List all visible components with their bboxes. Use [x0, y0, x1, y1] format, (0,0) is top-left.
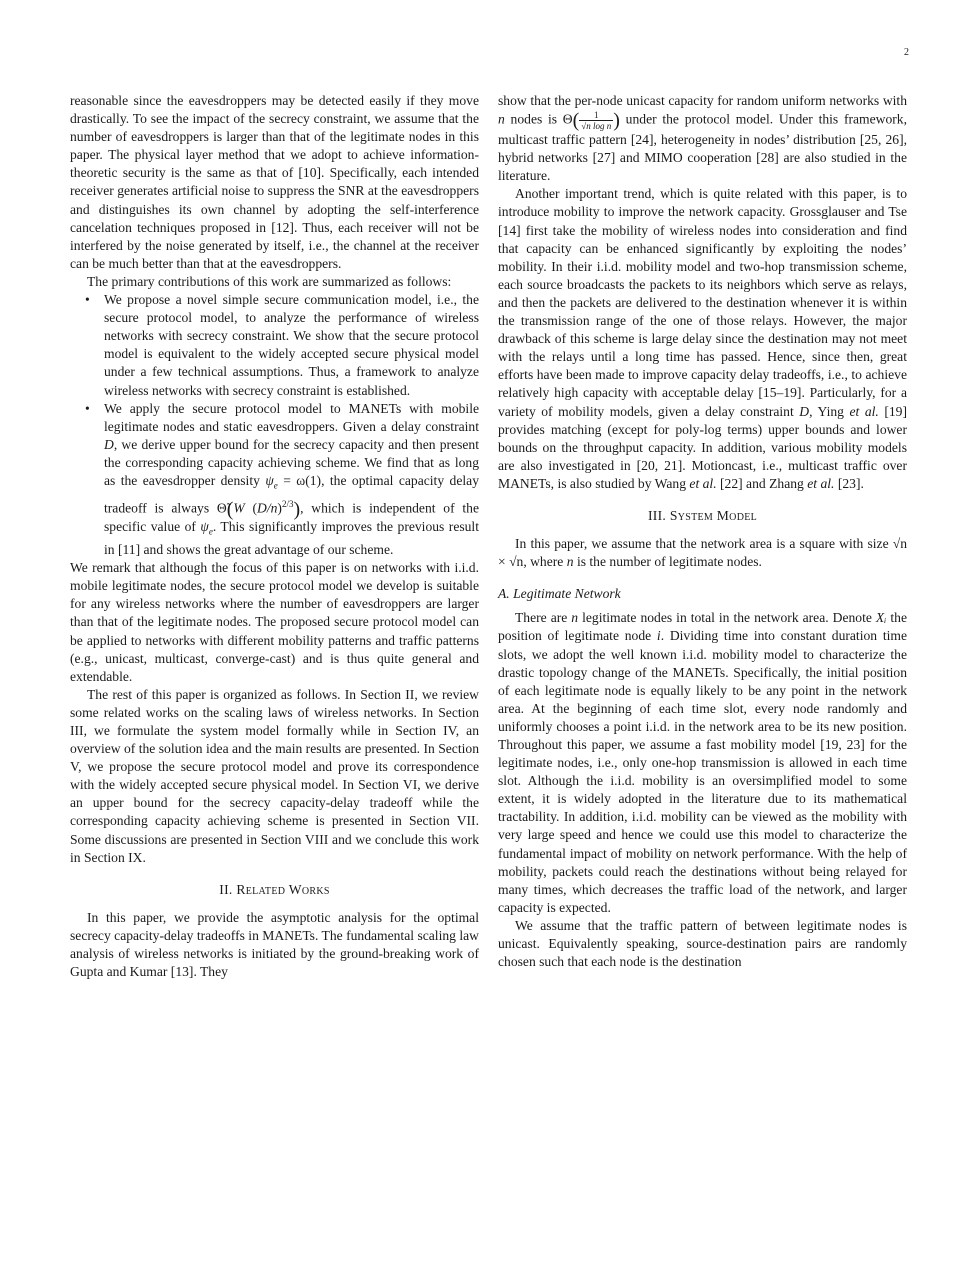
list-item: • We propose a novel simple secure communication model, i.e., the secure protocol model, to analyze the performance of wireless networks with secrecy constraint. We show that the secure protocol model is equivalent to the widely accepted secure physical model under a few technical assumptions. Thus, a framework to analyze wireless networks with secrecy constraint is established.: [104, 291, 479, 400]
paragraph: The primary contributions of this work are summarized as follows:: [87, 273, 452, 289]
math-symbol: ψ: [265, 472, 274, 488]
list-item: • We apply the secure protocol model to MANETs with mobile legitimate nodes and static eavesdroppers. Given a delay constraint D, we derive upper bound for the secrecy capacity and then present the corresponding capacity achieving scheme. We find that as long as the eavesdropper density $\psi_e = \omega(1)$, the optimal capacity delay tradeoff is always Θ̃(W $(D/n)^{2/3}$), which is independent of the specific value of $\psi_e$. This significantly improves the previous result in [11] and shows the great advantage of our scheme.: [104, 400, 479, 560]
section-heading: II. Related Works: [219, 881, 330, 897]
paragraph: In this paper, we provide the asymptotic analysis for the optimal secrecy capacity-delay tradeoffs in MANETs. The fundamental scaling law analysis of wireless networks is initiated by the ground-breaking work of Gupta and Kumar [13]. They: [70, 909, 479, 980]
page-number: 2: [904, 47, 909, 58]
paragraph: We assume that the traffic pattern of between legitimate nodes is unicast. Equivalently speaking, source-destination pairs are randomly chosen such that each node is the destination: [498, 917, 907, 970]
math-symbol: W: [233, 500, 245, 516]
paragraph: The rest of this paper is organized as follows. In Section II, we review some related works on the scaling laws of wireless networks. In Section III, we formulate the system model formally while in Section IV, an overview of the solution idea and the main results are presented. In Section V, we propose the secure protocol model and prove its correspondence with the widely accepted secure physical model. In Section VI, we derive an upper bound for the secrecy capacity-delay tradeoff while the corresponding capacity achieving scheme is presented in Section VII. Some discussions are presented in Section VIII and we conclude this work in Section IX.: [70, 686, 479, 865]
paragraph: In this paper, we assume that the network area is a square with size √n × √n, where n is the number of legitimate nodes.: [498, 536, 907, 570]
math-symbol: D: [104, 436, 114, 452]
paragraph: reasonable since the eavesdroppers may be detected easily if they move drastically. To see the impact of the secrecy constraint, we assume that the number of eavesdroppers is larger than that of the legitimate nodes in this paper. The physical layer method that we adopt to achieve information-theoretic security is the same as that of [10]. Specifically, each intended receiver generates artificial noise to suppress the SNR at the eavesdroppers and distinguishes its own channel by adopting the self-interference cancelation techniques proposed in [12]. Thus, each receiver will not be interfered by the noise generated by itself, i.e., the channel at the receiver can be much better than that at the eavesdroppers.: [70, 93, 479, 271]
math-exponent: 2/3: [281, 498, 294, 509]
section-heading: III. System Model: [647, 507, 758, 523]
paragraph: There are n legitimate nodes in total in the network area. Denote Xᵢ the position of legitimate node i. Dividing time into constant duration time slots, we adopt the well known i.i.d. mobility model to characterize the drastic topology change of the MANETs. Specifically, the initial position of each legitimate node is equally likely to be any point in the network area. At the beginning of each time slot, every node randomly and uniformly chooses a point i.i.d. in the network area to be its new position. Throughout this paper, we assume a fast mobility model [19, 23] for the legitimate nodes, i.e., only one-hop transmission is allowed in each time slot. Although the i.i.d. mobility is an oversimplified model to some extent, it is widely adopted in the literature due to its mathematical tractability. In addition, i.i.d. mobility can be viewed as the mobility with very large speed and hence we could use this model to characterize the fundamental impact of mobility on network performance. With the help of mobility, packets could reach the destinations without being relayed for many times, which decreases the traffic load of the network, and larger capacity is expected.: [498, 610, 907, 915]
paragraph: Another important trend, which is quite related with this paper, is to introduce mobility to improve the network capacity. Grossglauser and Tse [14] first take the mobility of wireless nodes into consideration and find that capacity can be enhanced significantly by exploiting the nodes’ mobility. In their i.i.d. mobility model and two-hop transmission scheme, each source broadcasts the packets to its neighbors which serve as relays, and then the packets are delivered to the destination whenever it is within the transmission range of the one of those relays. However, the major drawback of this scheme is large delay since the destination may not meet with the relays until a long time has passed. Hence, since then, great efforts have been made to improve capacity delay tradeoffs, i.e., to achieve relatively high capacity with acceptable delay [15–19]. Particularly, for a variety of mobility models, given a delay constraint D, Ying et al. [19] provides matching (except for poly-log terms) upper bounds and lower bounds on the throughput capacity. In addition, various mobility models are also investigated in [20, 21]. Motioncast, i.e., multicast traffic over MANETs, is also studied by Wang et al. [22] and Zhang et al. [23].: [498, 186, 907, 491]
paragraph: We remark that although the focus of this paper is on networks with i.i.d. mobile legitimate nodes, the secure protocol model we develop is suitable for any wireless networks where the number of eavesdroppers are larger than that of the legitimate nodes. The proposed secure protocol model can be applied to networks with different mobility patterns and traffic patterns (e.g., unicast, multicast, converge-cast) and is thus quite general and extendable.: [70, 560, 479, 684]
contributions-list: [70, 291, 479, 559]
fraction: $\frac{1}{\text{√n log n}}$: [581, 110, 612, 132]
right-column: [498, 92, 907, 971]
math-symbol: D/n: [257, 500, 278, 516]
left-column: [70, 92, 479, 981]
paragraph: show that the per-node unicast capacity for random uniform networks with n nodes is Θ( $\frac{1}{\text{√n log n}}$ ) under the protocol model. Under this framework, multicast traffic pattern [24], heterogeneity in nodes’ distribution [25, 26], hybrid networks [27] and MIMO cooperation [28] are also studied in the literature.: [498, 93, 907, 184]
subsection-heading: A. Legitimate Network: [498, 586, 621, 602]
math-symbol: Θ̃: [216, 500, 227, 516]
